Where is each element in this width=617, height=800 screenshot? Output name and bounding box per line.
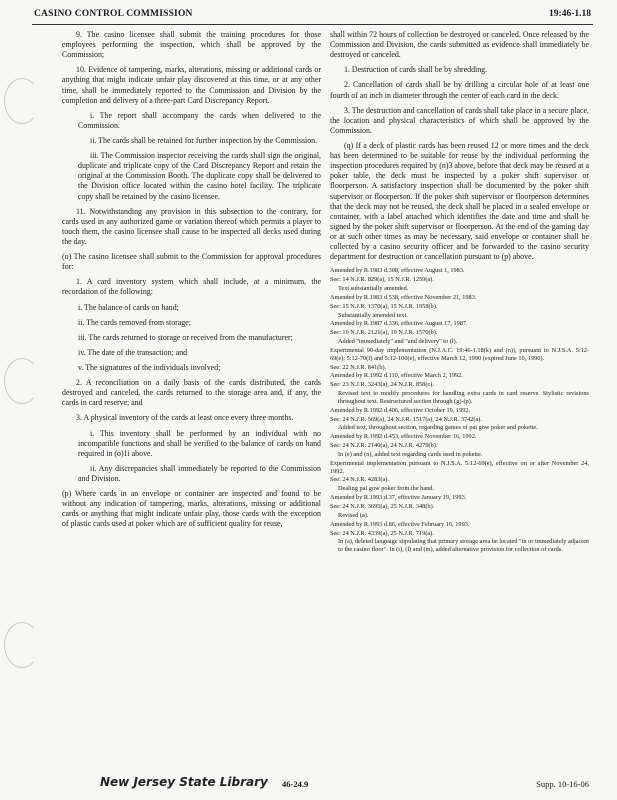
history-notes bbox=[330, 267, 589, 553]
punch-hole-mark bbox=[4, 78, 40, 124]
section-number: 19:46-1.18 bbox=[549, 9, 591, 19]
list-item: v. The signatures of the individuals involved; bbox=[78, 362, 221, 372]
history-line: In (e) and (n), added text regarding cards used in pokette. bbox=[338, 450, 483, 458]
paragraph: iii. The Commission inspector receiving the cards shall sign the original, duplicate and triplicate copy of the Card Discrepancy Report and retain the original at the Commission Booth. The duplicate copy shall be delivered to the Division office located within the casino hotel facility. The triplicate copy shall be retained by the casino licensee. bbox=[78, 151, 321, 201]
list-item: ii. The cards removed from storage; bbox=[78, 317, 191, 327]
chapter-title: CASINO CONTROL COMMISSION bbox=[34, 9, 193, 19]
history-line: See: 24 N.J.R. 4283(a). bbox=[330, 476, 389, 484]
list-item: iii. The cards returned to storage or received from the manufacturer; bbox=[78, 332, 293, 342]
paragraph: shall within 72 hours of collection be destroyed or canceled. Once released by the Commission and Division, the cards submitted as evidence shall immediately be destroyed or canceled. bbox=[330, 30, 589, 60]
paragraph: 1. A card inventory system which shall include, at a minimum, the recordation of the following: bbox=[62, 277, 321, 297]
right-column bbox=[330, 30, 589, 555]
history-line: Added text, throughout section, regarding games of pai gow poker and pokette. bbox=[338, 424, 538, 432]
paragraph: (p) Where cards in an envelope or container are inspected and found to be without any indication of tampering, marks, alterations, missing or additional cards or anything that might indicate unfair play, those cards with the exception of plastic cards used at poker which are of sufficient quality for reuse, bbox=[62, 489, 321, 529]
history-line: See: 24 N.J.R. 4339(a), 25 N.J.R. 719(a). bbox=[330, 529, 434, 537]
history-line: Revised text to modify procedures for handling extra cards in card reserve. Stylistic revisions throughout text. Restructured section through (g)-(p). bbox=[338, 390, 589, 405]
paragraph: 3. A physical inventory of the cards at least once every three months. bbox=[76, 413, 294, 423]
history-line: Experimental implementation pursuant to N.J.S.A. 5:12-69(e), effective on or after November 24, 1992. bbox=[330, 459, 589, 475]
left-column bbox=[62, 30, 321, 534]
paragraph: i. The report shall accompany the cards when delivered to the Commission. bbox=[78, 110, 321, 130]
history-line: Revised (a). bbox=[338, 511, 369, 519]
history-line: Dealing pai gow poker from the hand. bbox=[338, 485, 434, 493]
history-line: Amended by R.1993 d.86, effective February 16, 1993. bbox=[330, 520, 470, 528]
history-line: Amended by R.1983 d.538, effective November 21, 1983. bbox=[330, 293, 477, 301]
paragraph: 3. The destruction and cancellation of cards shall take place in a secure place, the location and physical characteristics of which shall be approved by the Commission. bbox=[330, 105, 589, 135]
history-line: Amended by R.1993 d.37, effective January 19, 1993. bbox=[330, 494, 467, 502]
history-line: See: 19 N.J.R. 2121(a), 19 N.J.R. 1570(b). bbox=[330, 329, 438, 337]
paragraph: 1. Destruction of cards shall be by shredding. bbox=[344, 65, 488, 75]
history-line: See: 24 N.J.R. 3695(a), 25 N.J.R. 348(b). bbox=[330, 502, 435, 510]
history-line: Amended by R.1992 d.453, effective November 16, 1992. bbox=[330, 433, 477, 441]
history-line: See: 23 N.J.R. 3243(a), 24 N.J.R. 858(c). bbox=[330, 381, 434, 389]
punch-hole-mark bbox=[4, 622, 40, 668]
paragraph: ii. The cards shall be retained for further inspection by the Commission. bbox=[90, 135, 318, 145]
punch-hole-mark bbox=[4, 358, 40, 404]
history-line: See: 14 N.J.R. 829(a), 15 N.J.R. 1259(a). bbox=[330, 276, 434, 284]
history-line: Substantially amended text. bbox=[338, 311, 408, 319]
history-line: See: 24 N.J.R. 2140(a), 24 N.J.R. 4279(b). bbox=[330, 442, 438, 450]
history-line: In (a), deleted language stipulating that primary storage area be located "in or immediately adjacent to the casino floor". In (i), (l) and (m), added alternative provision for collection of cards. bbox=[338, 538, 589, 554]
history-line: Amended by R.1983 d.308, effective August 1, 1983. bbox=[330, 267, 465, 275]
page-number: 46-24.9 bbox=[282, 779, 309, 789]
paragraph: i. This inventory shall be performed by an individual with no incompatible functions and shall be verified to the balance of cards on hand required in (o)1i above. bbox=[78, 428, 321, 458]
paragraph: 11. Notwithstanding any provision in this subsection to the contrary, for cards used in any authorized game or variation thereof which permits a player to touch them, the casino licensee shall cause to be inspected all decks used during the day. bbox=[62, 206, 321, 246]
paragraph: 10. Evidence of tampering, marks, alterations, missing or additional cards or anything that might indicate unfair play discovered at this time, or at any other time, shall be immediately reported to the Commission and Division by the completion and delivery of a three-part Card Discrepancy Report. bbox=[62, 65, 321, 105]
paragraph: (q) If a deck of plastic cards has been reused 12 or more times and the deck has been determined to be suitable for reuse by the individual performing the inspection procedures required by (n)3 above, before that deck may be reused at a poker table, the deck must be inspected by a poker shift supervisor or floorperson. A satisfactory inspection shall be documented by the poker shift supervisor or floorperson. If the poker shift supervisor or floorperson determines that the deck may not be reused, the deck shall be placed in a sealed envelope or container, with a label attached which identifies the date and time and shall be signed by the poker shift supervisor or floorperson. At the end of the gaming day or at such other times as may be necessary, said envelope or container shall be collected by a casino security officer and be forwarded to the casino security department for destruction or cancellation pursuant to (p) above. bbox=[330, 140, 589, 262]
history-line: See: 24 N.J.R. 569(a), 24 N.J.R. 1517(a), 24 N.J.R. 3742(a). bbox=[330, 415, 482, 423]
paragraph: (o) The casino licensee shall submit to the Commission for approval procedures for: bbox=[62, 252, 321, 272]
header-rule bbox=[32, 24, 593, 25]
history-line: Amended by R.1987 d.336, effective August 17, 1987. bbox=[330, 320, 468, 328]
history-line: Experimental 90-day implementation (N.J.A.C. 19:46-1.18(k) and (n)), pursuant to N.J.S.A. 5:12-69(e); 5:12-70(f) and 5:12-100(e), effective March 12, 1990 (expired June 10, 1990). bbox=[330, 347, 589, 362]
history-line: Added "immediately" and "and delivery" to (l). bbox=[338, 338, 458, 346]
history-line: Amended by R.1992 d.406, effective October 19, 1992. bbox=[330, 406, 471, 414]
history-line: See: 15 N.J.R. 1370(a), 15 N.J.R. 1958(b). bbox=[330, 302, 438, 310]
paragraph: ii. Any discrepancies shall immediately be reported to the Commission and Division. bbox=[78, 463, 321, 483]
supplement-date: Supp. 10-16-06 bbox=[536, 779, 589, 789]
list-item: iv. The date of the transaction; and bbox=[78, 347, 188, 357]
paragraph: 2. A reconciliation on a daily basis of the cards distributed, the cards destroyed and canceled, the cards returned to the storage area and, if any, the cards in card reserve; and bbox=[62, 378, 321, 408]
history-line: Amended by R.1992 d.110, effective March 2, 1992. bbox=[330, 372, 463, 380]
list-item: i. The balance of cards on hand; bbox=[78, 302, 179, 312]
paragraph: 2. Cancellation of cards shall be by drilling a circular hole of at least one fourth of an inch in diameter through the center of each card in the deck. bbox=[330, 80, 589, 100]
library-stamp: New Jersey State Library bbox=[100, 775, 268, 789]
history-line: Text substantially amended. bbox=[338, 285, 409, 293]
paragraph: 9. The casino licensee shall submit the training procedures for those employees performing the inspection, which shall be approved by the Commission; bbox=[62, 30, 321, 60]
history-line: See: 22 N.J.R. 841(b). bbox=[330, 363, 387, 371]
